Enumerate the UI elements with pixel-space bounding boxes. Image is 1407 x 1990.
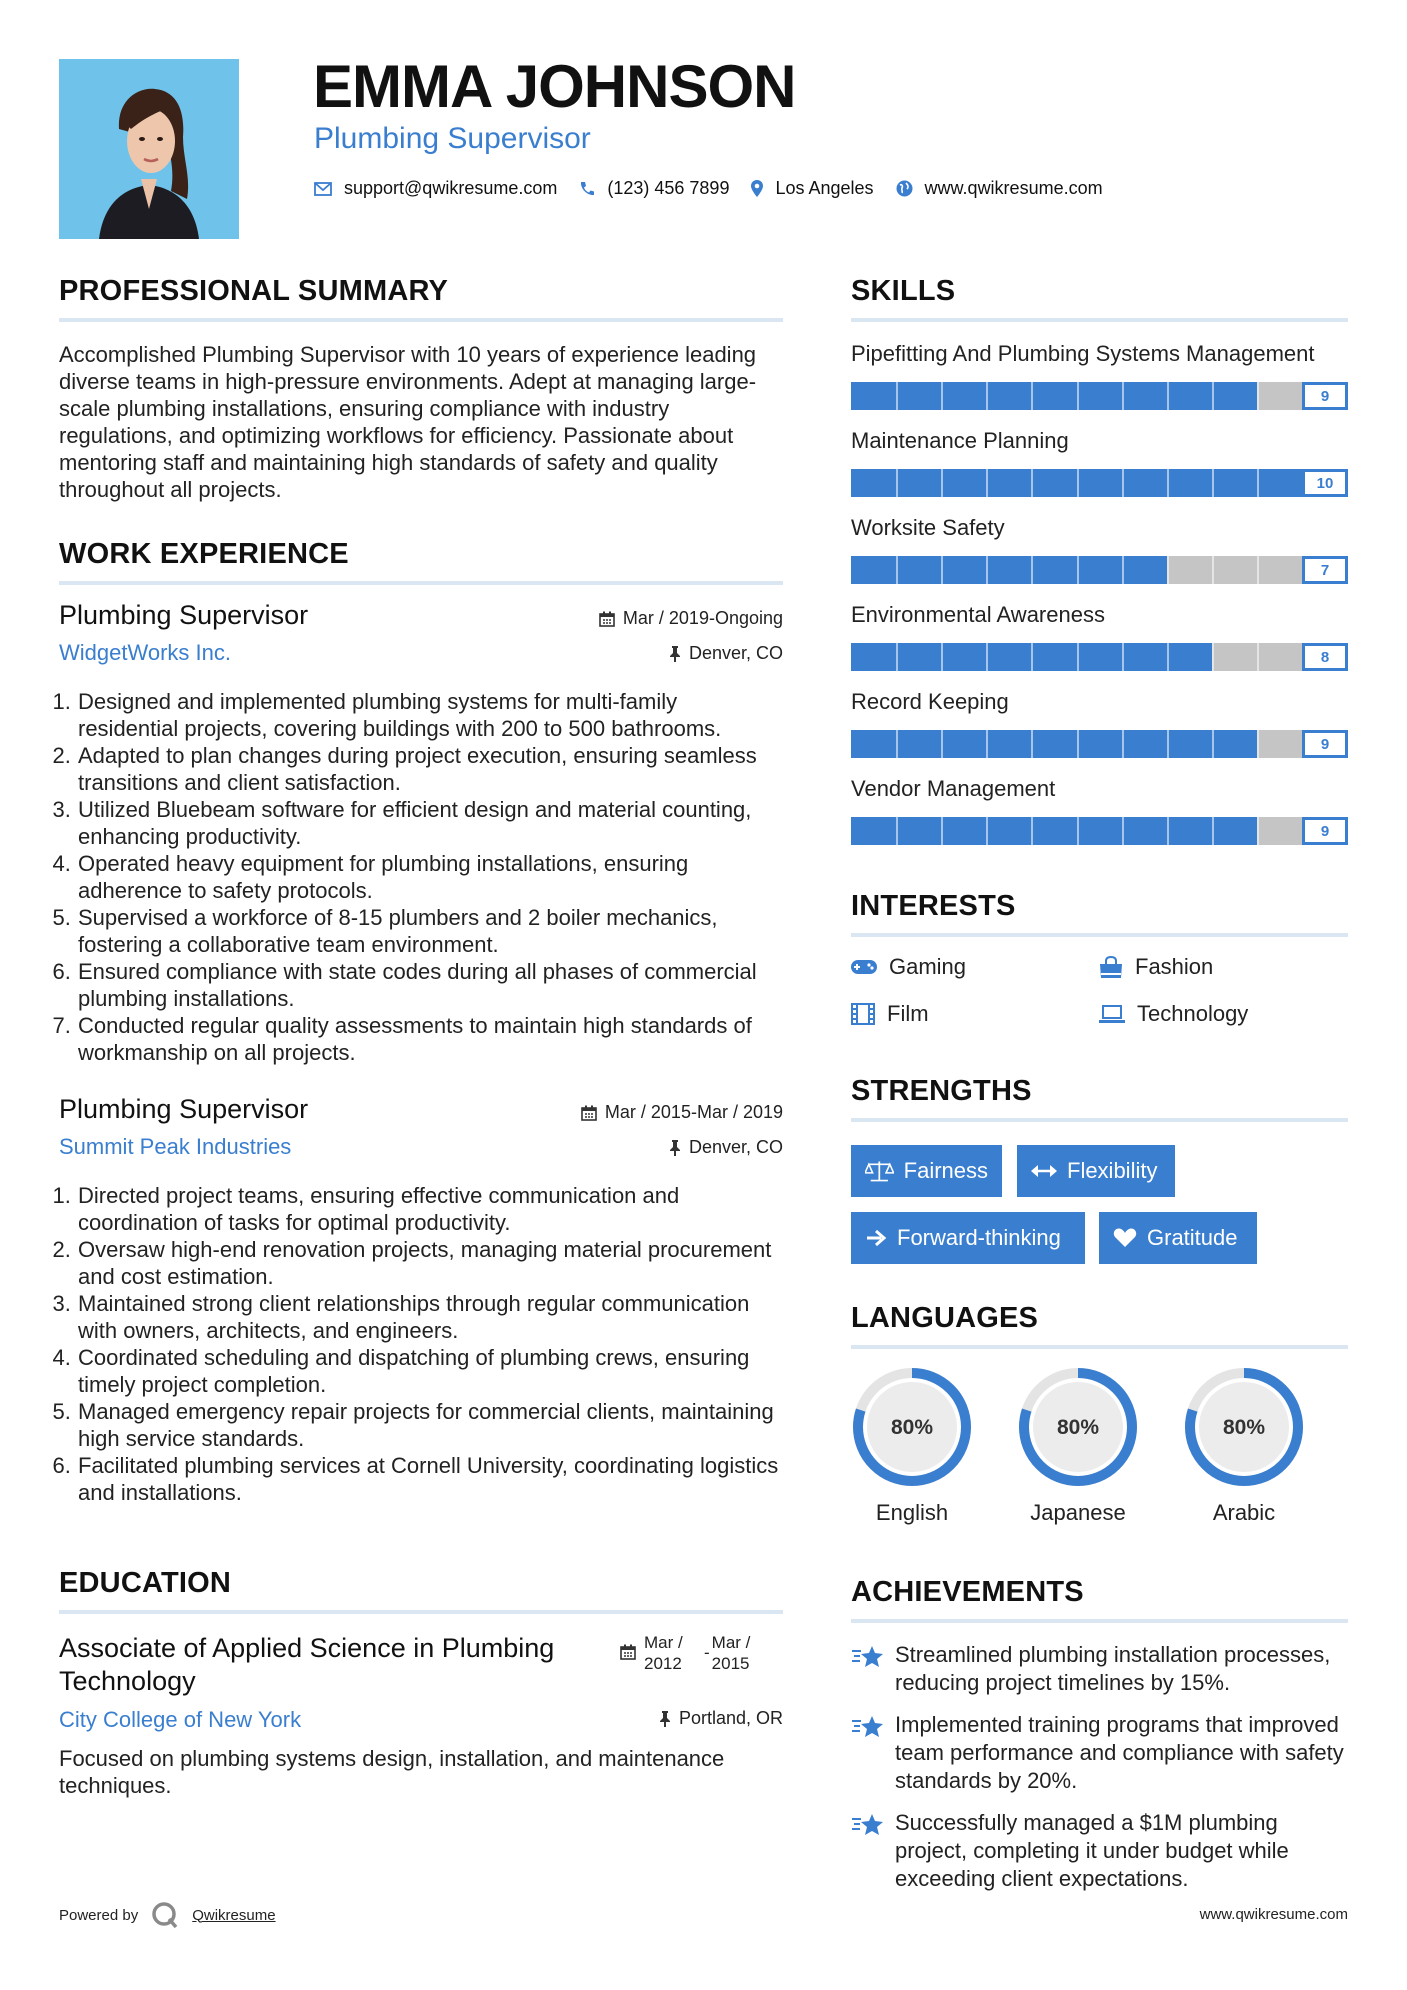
skill-bar-segment	[986, 556, 988, 584]
skill-bar-segment	[1031, 469, 1033, 497]
skill-bar	[851, 730, 1348, 758]
languages-heading: LANGUAGES	[851, 1302, 1039, 1334]
skill-bar	[851, 817, 1348, 845]
balance-scale-icon	[865, 1160, 894, 1182]
experience-divider	[59, 581, 783, 585]
skill-bar-segment	[1031, 382, 1033, 410]
skill-bar-segment	[986, 730, 988, 758]
skill-level-badge: 9	[1302, 382, 1348, 410]
donut-percent-label: 80%	[890, 1416, 934, 1439]
skill-bar-segment	[1257, 817, 1259, 845]
donut-percent-label: 80%	[1222, 1416, 1266, 1439]
skill-bar-segment	[941, 817, 943, 845]
skill-bar-segment	[1257, 469, 1259, 497]
skill-bar-segment	[896, 382, 898, 410]
education-location-text: Portland, OR	[678, 1708, 783, 1728]
list-item: 2. Adapted to plan changes during project execution, ensuring seamless transitions and client satisfaction.	[77, 742, 783, 796]
education-date-end: Mar / 2015	[711, 1633, 751, 1673]
interest-gaming	[851, 954, 966, 980]
language-donut	[1183, 1366, 1305, 1488]
donut-percent-label: 80%	[1056, 1416, 1100, 1439]
list-item: 3. Maintained strong client relationships through regular communication with owners, architects, and engineers.	[77, 1290, 783, 1344]
contact-location	[751, 178, 873, 199]
achievements-heading: ACHIEVEMENTS	[851, 1576, 1084, 1608]
envelope-icon	[314, 182, 332, 196]
skill-bar-segment	[1031, 643, 1033, 671]
skills-heading: SKILLS	[851, 275, 956, 307]
website-text: www.qwikresume.com	[924, 178, 1103, 198]
heart-icon	[1113, 1228, 1137, 1248]
list-item: 4. Coordinated scheduling and dispatching of plumbing crews, ensuring timely project completion.	[77, 1344, 783, 1398]
list-item: 7. Conducted regular quality assessments to maintain high standards of workmanship on all projects.	[77, 1012, 783, 1066]
qwikresume-logo-icon	[150, 1900, 180, 1930]
list-item: 2. Oversaw high-end renovation projects, managing material procurement and cost estimation.	[77, 1236, 783, 1290]
skill-level-badge: 8	[1302, 643, 1348, 671]
list-item: 6. Ensured compliance with state codes during all phases of commercial plumbing installations.	[77, 958, 783, 1012]
skill-bar-segment	[1077, 469, 1079, 497]
film-icon	[851, 1003, 875, 1025]
skill-bar-segment	[1122, 382, 1124, 410]
skill-bar	[851, 382, 1348, 410]
achievement-text: Implemented training programs that improved team performance and compliance with safety standards by 20%.	[895, 1712, 1344, 1793]
list-item: 5. Managed emergency repair projects for commercial clients, maintaining high service standards.	[77, 1398, 783, 1452]
skill-label: Maintenance Planning	[851, 428, 1069, 453]
footer-powered	[59, 1900, 276, 1930]
skill-label: Pipefitting And Plumbing Systems Management	[851, 341, 1315, 366]
skill-label: Environmental Awareness	[851, 602, 1105, 627]
job-1-location-text: Denver, CO	[688, 643, 783, 663]
skill-bar-fill	[851, 556, 1167, 584]
strength-flexibility	[1017, 1145, 1175, 1197]
qwikresume-link[interactable]: Qwikresume	[192, 1906, 276, 1924]
education-degree: Associate of Applied Science in Plumbing Technology	[59, 1633, 555, 1696]
skill-bar-segment	[896, 643, 898, 671]
skill-label: Vendor Management	[851, 776, 1056, 801]
language-name: Arabic	[1212, 1500, 1276, 1525]
language-donut	[851, 1366, 973, 1488]
education-location	[483, 1708, 783, 1729]
skill-bar-segment	[896, 817, 898, 845]
contact-phone[interactable]	[579, 178, 729, 199]
strength-label: Forward-thinking	[897, 1225, 1061, 1250]
skill-bar-segment	[1122, 469, 1124, 497]
skill-bar-segment	[941, 382, 943, 410]
avatar	[59, 59, 239, 239]
skill-bar-segment	[1257, 556, 1259, 584]
achievements-divider	[851, 1619, 1348, 1623]
skill-bar-segment	[941, 556, 943, 584]
interests-divider	[851, 933, 1348, 937]
skill-bar-segment	[941, 730, 943, 758]
skill-bar-segment	[896, 469, 898, 497]
skill-label: Worksite Safety	[851, 515, 1005, 540]
skill-bar-segment	[986, 469, 988, 497]
skill-bar-segment	[986, 382, 988, 410]
email-text: support@qwikresume.com	[344, 178, 558, 198]
gamepad-icon	[851, 959, 877, 975]
job-2-company[interactable]: Summit Peak Industries	[59, 1134, 292, 1159]
job-1-dates-text: Mar / 2019-Ongoing	[622, 608, 783, 628]
education-dates	[620, 1632, 770, 1674]
contact-website[interactable]	[896, 178, 1103, 199]
education-description: Focused on plumbing systems design, installation, and maintenance techniques.	[59, 1746, 725, 1798]
language-donut	[1017, 1366, 1139, 1488]
languages-divider	[851, 1345, 1348, 1349]
shooting-star-icon	[851, 1713, 885, 1741]
education-school[interactable]: City College of New York	[59, 1707, 302, 1732]
strength-forward-thinking	[851, 1212, 1085, 1264]
skill-level-badge: 9	[1302, 730, 1348, 758]
shopping-bag-icon	[1099, 956, 1123, 978]
list-item: 1. Designed and implemented plumbing systems for multi-family residential projects, covering buildings with 200 to 500 bathrooms.	[77, 688, 783, 742]
skill-bar-segment	[941, 469, 943, 497]
skill-bar	[851, 469, 1348, 497]
skill-bar-segment	[1122, 730, 1124, 758]
skill-bar-segment	[1077, 382, 1079, 410]
job-1-location	[483, 643, 783, 664]
skill-bar-segment	[1167, 817, 1169, 845]
experience-heading: WORK EXPERIENCE	[59, 538, 349, 570]
job-2-bullets	[59, 1182, 783, 1506]
globe-icon	[896, 180, 913, 197]
skill-bar-fill	[851, 817, 1257, 845]
shooting-star-icon	[851, 1643, 885, 1671]
profile-photo	[59, 59, 239, 239]
interest-label: Gaming	[889, 954, 967, 979]
skill-bar-segment	[1167, 643, 1169, 671]
job-2-title: Plumbing Supervisor	[59, 1094, 309, 1124]
language-name: Japanese	[1030, 1500, 1126, 1525]
interest-fashion	[1099, 954, 1213, 980]
list-item: 6. Facilitated plumbing services at Cornell University, coordinating logistics and installations.	[77, 1452, 783, 1506]
skill-bar-segment	[1122, 817, 1124, 845]
strength-gratitude	[1099, 1212, 1257, 1264]
interest-film	[851, 1001, 929, 1027]
powered-by-label: Powered by	[59, 1906, 139, 1924]
skill-bar-segment	[1077, 556, 1079, 584]
skill-bar-segment	[1212, 643, 1214, 671]
job-2-location-text: Denver, CO	[688, 1137, 783, 1157]
pin-icon	[659, 1711, 671, 1727]
skill-bar-segment	[1031, 817, 1033, 845]
skill-bar	[851, 556, 1348, 584]
skill-bar-segment	[1077, 730, 1079, 758]
skill-bar-segment	[896, 556, 898, 584]
skill-bar-segment	[1167, 556, 1169, 584]
strength-fairness	[851, 1145, 1002, 1197]
skills-divider	[851, 318, 1348, 322]
job-1-title: Plumbing Supervisor	[59, 600, 309, 630]
skill-bar-segment	[1212, 382, 1214, 410]
summary-heading: PROFESSIONAL SUMMARY	[59, 275, 449, 307]
date-separator: -	[704, 1643, 710, 1662]
list-item: 5. Supervised a workforce of 8-15 plumbers and 2 boiler mechanics, fostering a collaborative team environment.	[77, 904, 783, 958]
skill-bar-segment	[896, 730, 898, 758]
job-2-location	[483, 1137, 783, 1158]
skill-bar-segment	[1212, 469, 1214, 497]
skill-bar-segment	[1077, 643, 1079, 671]
skill-bar-segment	[1031, 730, 1033, 758]
strength-label: Fairness	[903, 1158, 988, 1183]
skill-bar-segment	[1122, 643, 1124, 671]
job-2-dates-text: Mar / 2015-Mar / 2019	[604, 1102, 783, 1122]
skill-bar-segment	[1212, 730, 1214, 758]
calendar-icon	[581, 1105, 597, 1121]
skill-level-badge: 10	[1302, 469, 1348, 497]
skill-level-badge: 7	[1302, 556, 1348, 584]
footer-site[interactable]: www.qwikresume.com	[1199, 1906, 1348, 1923]
skill-bar-segment	[1212, 817, 1214, 845]
pin-icon	[669, 646, 681, 662]
skill-bar-segment	[1167, 730, 1169, 758]
interests-heading: INTERESTS	[851, 890, 1016, 922]
skill-bar-segment	[1257, 730, 1259, 758]
candidate-name: EMMA JOHNSON	[313, 53, 796, 120]
skill-bar-fill	[851, 382, 1257, 410]
skill-bar	[851, 643, 1348, 671]
job-2-dates	[483, 1102, 783, 1123]
strength-label: Flexibility	[1067, 1158, 1158, 1183]
achievement-item	[851, 1809, 1348, 1893]
interest-label: Technology	[1137, 1001, 1249, 1026]
list-item: 3. Utilized Bluebeam software for efficient design and material counting, enhancing productivity.	[77, 796, 783, 850]
skill-bar-segment	[1167, 382, 1169, 410]
achievement-text: Successfully managed a $1M plumbing project, completing it under budget while exceeding client expectations.	[895, 1810, 1289, 1891]
arrows-horizontal-icon	[1031, 1164, 1057, 1178]
laptop-icon	[1099, 1004, 1125, 1024]
skill-bar-segment	[986, 643, 988, 671]
language-name: English	[875, 1500, 949, 1525]
skill-bar-segment	[1122, 556, 1124, 584]
skill-level-badge: 9	[1302, 817, 1348, 845]
strengths-divider	[851, 1118, 1348, 1122]
strengths-heading: STRENGTHS	[851, 1075, 1032, 1107]
skill-bar-segment	[1257, 382, 1259, 410]
achievements-list	[851, 1641, 1348, 1893]
phone-text: (123) 456 7899	[607, 178, 730, 198]
job-1-dates	[483, 608, 783, 629]
arrow-right-icon	[865, 1229, 887, 1247]
skill-bar-segment	[1077, 817, 1079, 845]
education-heading: EDUCATION	[59, 1567, 232, 1599]
list-item: 1. Directed project teams, ensuring effective communication and coordination of tasks for optimal productivity.	[77, 1182, 783, 1236]
skill-label: Record Keeping	[851, 689, 1009, 714]
skill-bar-segment	[941, 643, 943, 671]
achievement-text: Streamlined plumbing installation processes, reducing project timelines by 15%.	[895, 1642, 1331, 1695]
map-marker-icon	[751, 180, 763, 197]
skill-bar-segment	[1257, 643, 1259, 671]
candidate-title: Plumbing Supervisor	[314, 122, 591, 155]
calendar-icon	[620, 1644, 636, 1660]
pin-icon	[669, 1140, 681, 1156]
job-1-company[interactable]: WidgetWorks Inc.	[59, 640, 231, 665]
phone-icon	[579, 181, 595, 197]
interest-label: Film	[887, 1001, 929, 1026]
skill-bar-segment	[1212, 556, 1214, 584]
skill-bar-fill	[851, 730, 1257, 758]
strength-label: Gratitude	[1147, 1225, 1238, 1250]
contact-email[interactable]	[314, 178, 557, 199]
job-1-bullets	[59, 688, 783, 1066]
interest-label: Fashion	[1135, 954, 1214, 979]
contact-bar	[314, 178, 1125, 199]
interest-technology	[1099, 1001, 1248, 1027]
list-item: 4. Operated heavy equipment for plumbing installations, ensuring adherence to safety protocols.	[77, 850, 783, 904]
achievement-item	[851, 1711, 1348, 1795]
skill-bar-segment	[1031, 556, 1033, 584]
achievement-item	[851, 1641, 1348, 1697]
skill-bar-segment	[1167, 469, 1169, 497]
location-text: Los Angeles	[775, 178, 874, 198]
summary-divider	[59, 318, 783, 322]
calendar-icon	[599, 611, 615, 627]
summary-text: Accomplished Plumbing Supervisor with 10 years of experience leading diverse teams in high-pressure environments. Adept at managing large-scale plumbing installations, ensuring compliance with industry regulations, and optimizing workflows for efficiency. Passionate about mentoring staff and maintaining high standards of safety and quality throughout all projects.	[59, 342, 757, 502]
education-divider	[59, 1610, 783, 1614]
education-date-start: Mar / 2012	[644, 1633, 683, 1673]
shooting-star-icon	[851, 1811, 885, 1839]
skill-bar-segment	[986, 817, 988, 845]
